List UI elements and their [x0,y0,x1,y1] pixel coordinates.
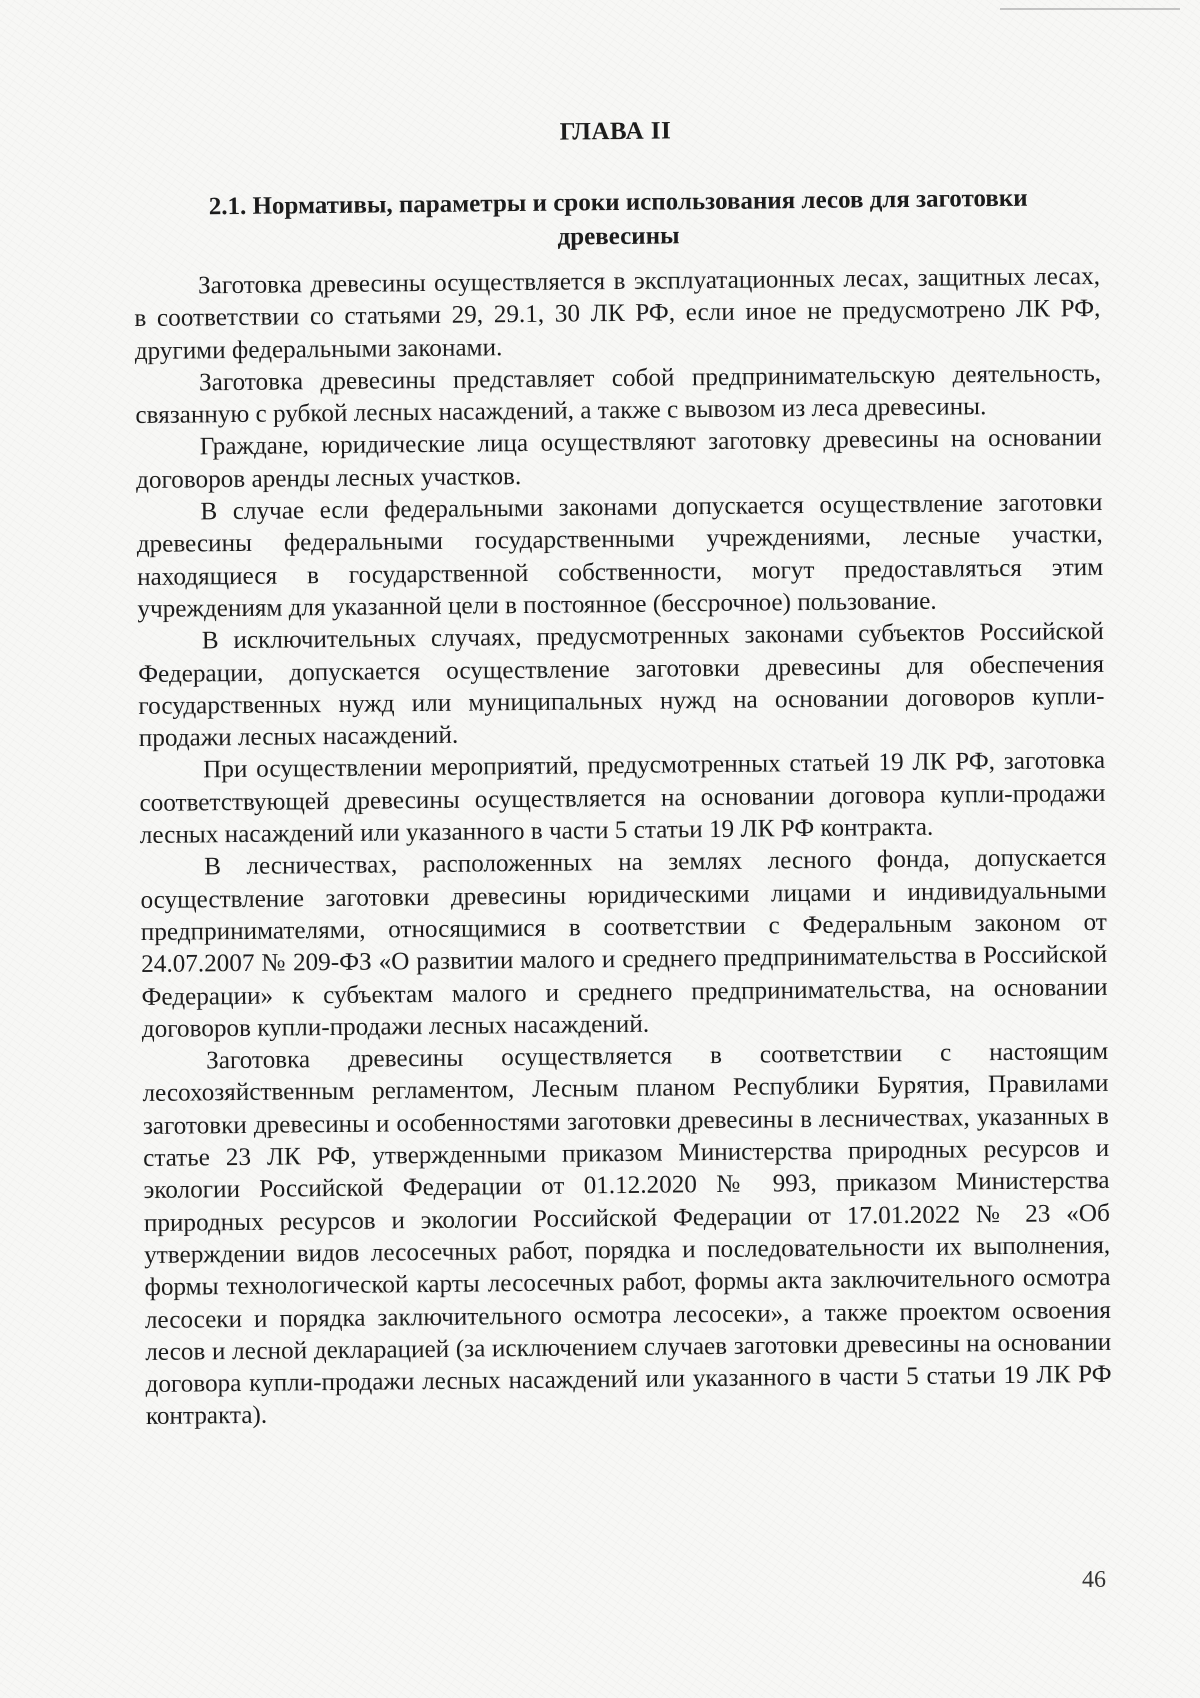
body-text [134,261,1112,1434]
chapter-title: ГЛАВА II [559,117,672,146]
paragraph: В лесничествах, расположенных на землях лесного фонда, допускается осуществление заготовки древесины юридическими лицами и индивидуальными предпринимателями, относящимися в соответствии с Федеральным законом от 24.07.2007 № 209-ФЗ «О развитии малого и среднего предпринимательства в Российской Федерации» к субъектам малого и среднего предпринимательства, на основании договоров купли-продажи лесных насаждений. [140,844,1108,1043]
section-title: 2.1. Нормативы, параметры и сроки использования лесов для заготовки древесины [208,184,1028,251]
paragraph: В исключительных случаях, предусмотренных законами субъектов Российской Федерации, допускается осуществление заготовки древесины для обеспечения государственных нужд или муниципальных нужд на основании договоров купли-продажи лесных насаждений. [137,618,1105,753]
paragraph: Заготовка древесины осуществляется в эксплуатационных лесах, защитных лесах, в соответствии со статьями 29, 29.1, 30 ЛК РФ, если иное не предусмотрено ЛК РФ, другими федеральными законами. [134,262,1101,365]
paragraph: Граждане, юридические лица осуществляют заготовку древесины на основании договоров аренды лесных участков. [135,424,1102,494]
paragraph: При осуществлении мероприятий, предусмотренных статьей 19 ЛК РФ, заготовка соответствующей древесины осуществляется на основании договора купли-продажи лесных насаждений или указанного в части 5 статьи 19 ЛК РФ контракта. [139,747,1106,850]
page-content [131,0,1112,1431]
scan-edge-line [1000,8,1180,10]
page-number: 46 [1082,1567,1106,1593]
paragraph: Заготовка древесины представляет собой предпринимательскую деятельность, связанную с рубкой лесных насаждений, а также с вывозом из леса древесины. [135,359,1102,430]
paragraph: Заготовка древесины осуществляется в соответствии с настоящим лесохозяйственным регламентом, Лесным планом Республики Бурятия, Правилами заготовки древесины и особенностями заготовки древесины в лесничествах, указанных в статье 23 ЛК РФ, утвержденными приказом Министерства природных ресурсов и экологии Российской Федерации от 01.12.2020 № 993, приказом Министерства природных ресурсов и экологии Российской Федерации от 17.01.2022 № 23 «Об утверждении видов лесосечных работ, порядка и последовательности их выполнения, формы технологической карты лесосечных работ, формы акта заключительного осмотра лесосеки и порядка заключительного осмотра лесосеки», а также проектом освоения лесов и лесной декларацией (за исключением случаев заготовки древесины на основании договора купли-продажи лесных насаждений или указанного в части 5 статьи 19 ЛК РФ контракта). [142,1038,1112,1431]
paragraph: В случае если федеральными законами допускается осуществление заготовки древесины федеральными государственными учреждениями, лесные участки, находящиеся в государственной собственности, могут предоставляться этим учреждениям для указанной цели в постоянное (бессрочное) пользование. [136,489,1104,624]
